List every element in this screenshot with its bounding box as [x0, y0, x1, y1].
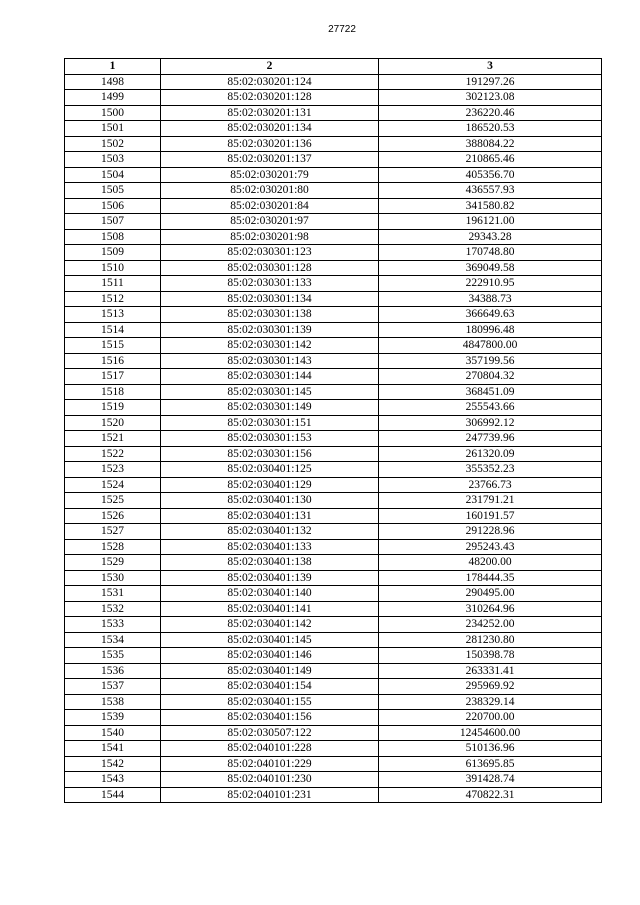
- row-number-cell: 1520: [65, 415, 161, 431]
- table-row: [65, 493, 602, 509]
- value-cell: 510136.96: [379, 741, 602, 757]
- row-number-cell: 1526: [65, 508, 161, 524]
- row-number-cell: 1542: [65, 756, 161, 772]
- table-row: [65, 694, 602, 710]
- cadastral-number-cell: 85:02:030201:136: [161, 136, 379, 152]
- table-row: [65, 725, 602, 741]
- value-cell: 4847800.00: [379, 338, 602, 354]
- value-cell: 613695.85: [379, 756, 602, 772]
- table-row: [65, 508, 602, 524]
- cadastral-number-cell: 85:02:030507:122: [161, 725, 379, 741]
- cadastral-number-cell: 85:02:030301:142: [161, 338, 379, 354]
- table-row: [65, 555, 602, 571]
- value-cell: 238329.14: [379, 694, 602, 710]
- row-number-cell: 1502: [65, 136, 161, 152]
- value-cell: 291228.96: [379, 524, 602, 540]
- cadastral-number-cell: 85:02:030201:131: [161, 105, 379, 121]
- row-number-cell: 1501: [65, 121, 161, 137]
- row-number-cell: 1540: [65, 725, 161, 741]
- table-row: [65, 338, 602, 354]
- table-row: [65, 291, 602, 307]
- cadastral-number-cell: 85:02:030201:79: [161, 167, 379, 183]
- value-cell: 341580.82: [379, 198, 602, 214]
- cadastral-number-cell: 85:02:030401:146: [161, 648, 379, 664]
- value-cell: 150398.78: [379, 648, 602, 664]
- row-number-cell: 1505: [65, 183, 161, 199]
- cadastral-number-cell: 85:02:030401:129: [161, 477, 379, 493]
- value-cell: 210865.46: [379, 152, 602, 168]
- table-row: [65, 384, 602, 400]
- table-row: [65, 415, 602, 431]
- table-row: [65, 74, 602, 90]
- value-cell: 391428.74: [379, 772, 602, 788]
- table-row: [65, 710, 602, 726]
- cadastral-number-cell: 85:02:030401:155: [161, 694, 379, 710]
- table-row: [65, 198, 602, 214]
- row-number-cell: 1519: [65, 400, 161, 416]
- table-row: [65, 679, 602, 695]
- table-row: [65, 90, 602, 106]
- value-cell: 470822.31: [379, 787, 602, 803]
- value-cell: 236220.46: [379, 105, 602, 121]
- table-row: [65, 648, 602, 664]
- column-header-2: 2: [161, 59, 379, 75]
- value-cell: 255543.66: [379, 400, 602, 416]
- value-cell: 186520.53: [379, 121, 602, 137]
- table-row: [65, 369, 602, 385]
- column-header-1: 1: [65, 59, 161, 75]
- cadastral-number-cell: 85:02:030301:144: [161, 369, 379, 385]
- row-number-cell: 1523: [65, 462, 161, 478]
- cadastral-number-cell: 85:02:030301:151: [161, 415, 379, 431]
- table-row: [65, 446, 602, 462]
- row-number-cell: 1533: [65, 617, 161, 633]
- page-number: 27722: [328, 24, 356, 35]
- row-number-cell: 1508: [65, 229, 161, 245]
- value-cell: 310264.96: [379, 601, 602, 617]
- cadastral-number-cell: 85:02:030201:137: [161, 152, 379, 168]
- cadastral-number-cell: 85:02:040101:228: [161, 741, 379, 757]
- row-number-cell: 1529: [65, 555, 161, 571]
- row-number-cell: 1539: [65, 710, 161, 726]
- row-number-cell: 1521: [65, 431, 161, 447]
- cadastral-number-cell: 85:02:030301:143: [161, 353, 379, 369]
- row-number-cell: 1530: [65, 570, 161, 586]
- row-number-cell: 1536: [65, 663, 161, 679]
- cadastral-number-cell: 85:02:030201:97: [161, 214, 379, 230]
- cadastral-number-cell: 85:02:040101:230: [161, 772, 379, 788]
- cadastral-number-cell: 85:02:030401:133: [161, 539, 379, 555]
- table-row: [65, 400, 602, 416]
- value-cell: 247739.96: [379, 431, 602, 447]
- cadastral-number-cell: 85:02:030401:156: [161, 710, 379, 726]
- cadastral-number-cell: 85:02:040101:231: [161, 787, 379, 803]
- table-row: [65, 477, 602, 493]
- cadastral-number-cell: 85:02:030301:145: [161, 384, 379, 400]
- column-header-3: 3: [379, 59, 602, 75]
- cadastral-number-cell: 85:02:030301:139: [161, 322, 379, 338]
- cadastral-number-cell: 85:02:030401:138: [161, 555, 379, 571]
- table-header: [65, 59, 602, 75]
- cadastral-number-cell: 85:02:030301:138: [161, 307, 379, 323]
- table-row: [65, 353, 602, 369]
- row-number-cell: 1537: [65, 679, 161, 695]
- row-number-cell: 1534: [65, 632, 161, 648]
- cadastral-number-cell: 85:02:030401:130: [161, 493, 379, 509]
- value-cell: 191297.26: [379, 74, 602, 90]
- cadastral-number-cell: 85:02:030401:139: [161, 570, 379, 586]
- cadastral-number-cell: 85:02:030301:133: [161, 276, 379, 292]
- row-number-cell: 1503: [65, 152, 161, 168]
- row-number-cell: 1499: [65, 90, 161, 106]
- row-number-cell: 1517: [65, 369, 161, 385]
- table-body: [65, 74, 602, 803]
- cadastral-number-cell: 85:02:030201:124: [161, 74, 379, 90]
- row-number-cell: 1543: [65, 772, 161, 788]
- table-row: [65, 307, 602, 323]
- value-cell: 196121.00: [379, 214, 602, 230]
- table-row: [65, 183, 602, 199]
- table-row: [65, 431, 602, 447]
- row-number-cell: 1500: [65, 105, 161, 121]
- table-row: [65, 570, 602, 586]
- value-cell: 306992.12: [379, 415, 602, 431]
- value-cell: 12454600.00: [379, 725, 602, 741]
- value-cell: 261320.09: [379, 446, 602, 462]
- table-row: [65, 229, 602, 245]
- cadastral-number-cell: 85:02:030401:145: [161, 632, 379, 648]
- cadastral-number-cell: 85:02:030201:80: [161, 183, 379, 199]
- row-number-cell: 1498: [65, 74, 161, 90]
- row-number-cell: 1509: [65, 245, 161, 261]
- row-number-cell: 1514: [65, 322, 161, 338]
- value-cell: 270804.32: [379, 369, 602, 385]
- value-cell: 180996.48: [379, 322, 602, 338]
- cadastral-number-cell: 85:02:030301:128: [161, 260, 379, 276]
- cadastral-number-cell: 85:02:030201:84: [161, 198, 379, 214]
- value-cell: 178444.35: [379, 570, 602, 586]
- cadastral-number-cell: 85:02:030401:140: [161, 586, 379, 602]
- row-number-cell: 1507: [65, 214, 161, 230]
- value-cell: 366649.63: [379, 307, 602, 323]
- value-cell: 295969.92: [379, 679, 602, 695]
- table-row: [65, 539, 602, 555]
- cadastral-number-cell: 85:02:030301:153: [161, 431, 379, 447]
- table-row: [65, 787, 602, 803]
- table-row: [65, 632, 602, 648]
- data-table: [64, 58, 602, 803]
- row-number-cell: 1518: [65, 384, 161, 400]
- row-number-cell: 1513: [65, 307, 161, 323]
- table-row: [65, 214, 602, 230]
- cadastral-number-cell: 85:02:030201:128: [161, 90, 379, 106]
- row-number-cell: 1535: [65, 648, 161, 664]
- row-number-cell: 1522: [65, 446, 161, 462]
- cadastral-number-cell: 85:02:030401:154: [161, 679, 379, 695]
- value-cell: 170748.80: [379, 245, 602, 261]
- cadastral-number-cell: 85:02:030401:149: [161, 663, 379, 679]
- cadastral-number-cell: 85:02:030401:142: [161, 617, 379, 633]
- value-cell: 29343.28: [379, 229, 602, 245]
- table-row: [65, 276, 602, 292]
- row-number-cell: 1525: [65, 493, 161, 509]
- table-row: [65, 105, 602, 121]
- value-cell: 234252.00: [379, 617, 602, 633]
- table-row: [65, 136, 602, 152]
- value-cell: 357199.56: [379, 353, 602, 369]
- row-number-cell: 1504: [65, 167, 161, 183]
- table-row: [65, 322, 602, 338]
- value-cell: 160191.57: [379, 508, 602, 524]
- row-number-cell: 1531: [65, 586, 161, 602]
- value-cell: 368451.09: [379, 384, 602, 400]
- value-cell: 295243.43: [379, 539, 602, 555]
- row-number-cell: 1512: [65, 291, 161, 307]
- table-row: [65, 601, 602, 617]
- cadastral-number-cell: 85:02:030401:141: [161, 601, 379, 617]
- row-number-cell: 1528: [65, 539, 161, 555]
- row-number-cell: 1538: [65, 694, 161, 710]
- cadastral-number-cell: 85:02:030301:134: [161, 291, 379, 307]
- table-row: [65, 260, 602, 276]
- row-number-cell: 1510: [65, 260, 161, 276]
- cadastral-number-cell: 85:02:030401:125: [161, 462, 379, 478]
- value-cell: 355352.23: [379, 462, 602, 478]
- value-cell: 436557.93: [379, 183, 602, 199]
- row-number-cell: 1515: [65, 338, 161, 354]
- value-cell: 369049.58: [379, 260, 602, 276]
- value-cell: 302123.08: [379, 90, 602, 106]
- row-number-cell: 1506: [65, 198, 161, 214]
- cadastral-number-cell: 85:02:040101:229: [161, 756, 379, 772]
- value-cell: 388084.22: [379, 136, 602, 152]
- row-number-cell: 1527: [65, 524, 161, 540]
- table-row: [65, 245, 602, 261]
- value-cell: 220700.00: [379, 710, 602, 726]
- value-cell: 222910.95: [379, 276, 602, 292]
- value-cell: 263331.41: [379, 663, 602, 679]
- table-row: [65, 524, 602, 540]
- table-row: [65, 741, 602, 757]
- row-number-cell: 1511: [65, 276, 161, 292]
- value-cell: 48200.00: [379, 555, 602, 571]
- row-number-cell: 1524: [65, 477, 161, 493]
- cadastral-number-cell: 85:02:030201:98: [161, 229, 379, 245]
- value-cell: 405356.70: [379, 167, 602, 183]
- row-number-cell: 1532: [65, 601, 161, 617]
- row-number-cell: 1516: [65, 353, 161, 369]
- table-row: [65, 121, 602, 137]
- value-cell: 231791.21: [379, 493, 602, 509]
- table-row: [65, 152, 602, 168]
- table-row: [65, 167, 602, 183]
- value-cell: 23766.73: [379, 477, 602, 493]
- value-cell: 281230.80: [379, 632, 602, 648]
- row-number-cell: 1541: [65, 741, 161, 757]
- row-number-cell: 1544: [65, 787, 161, 803]
- cadastral-number-cell: 85:02:030401:132: [161, 524, 379, 540]
- cadastral-number-cell: 85:02:030301:149: [161, 400, 379, 416]
- cadastral-number-cell: 85:02:030401:131: [161, 508, 379, 524]
- table-row: [65, 462, 602, 478]
- cadastral-number-cell: 85:02:030201:134: [161, 121, 379, 137]
- table-row: [65, 586, 602, 602]
- table-row: [65, 663, 602, 679]
- table-row: [65, 772, 602, 788]
- header-row: [65, 59, 602, 75]
- table-row: [65, 756, 602, 772]
- cadastral-number-cell: 85:02:030301:123: [161, 245, 379, 261]
- table-row: [65, 617, 602, 633]
- value-cell: 34388.73: [379, 291, 602, 307]
- cadastral-number-cell: 85:02:030301:156: [161, 446, 379, 462]
- value-cell: 290495.00: [379, 586, 602, 602]
